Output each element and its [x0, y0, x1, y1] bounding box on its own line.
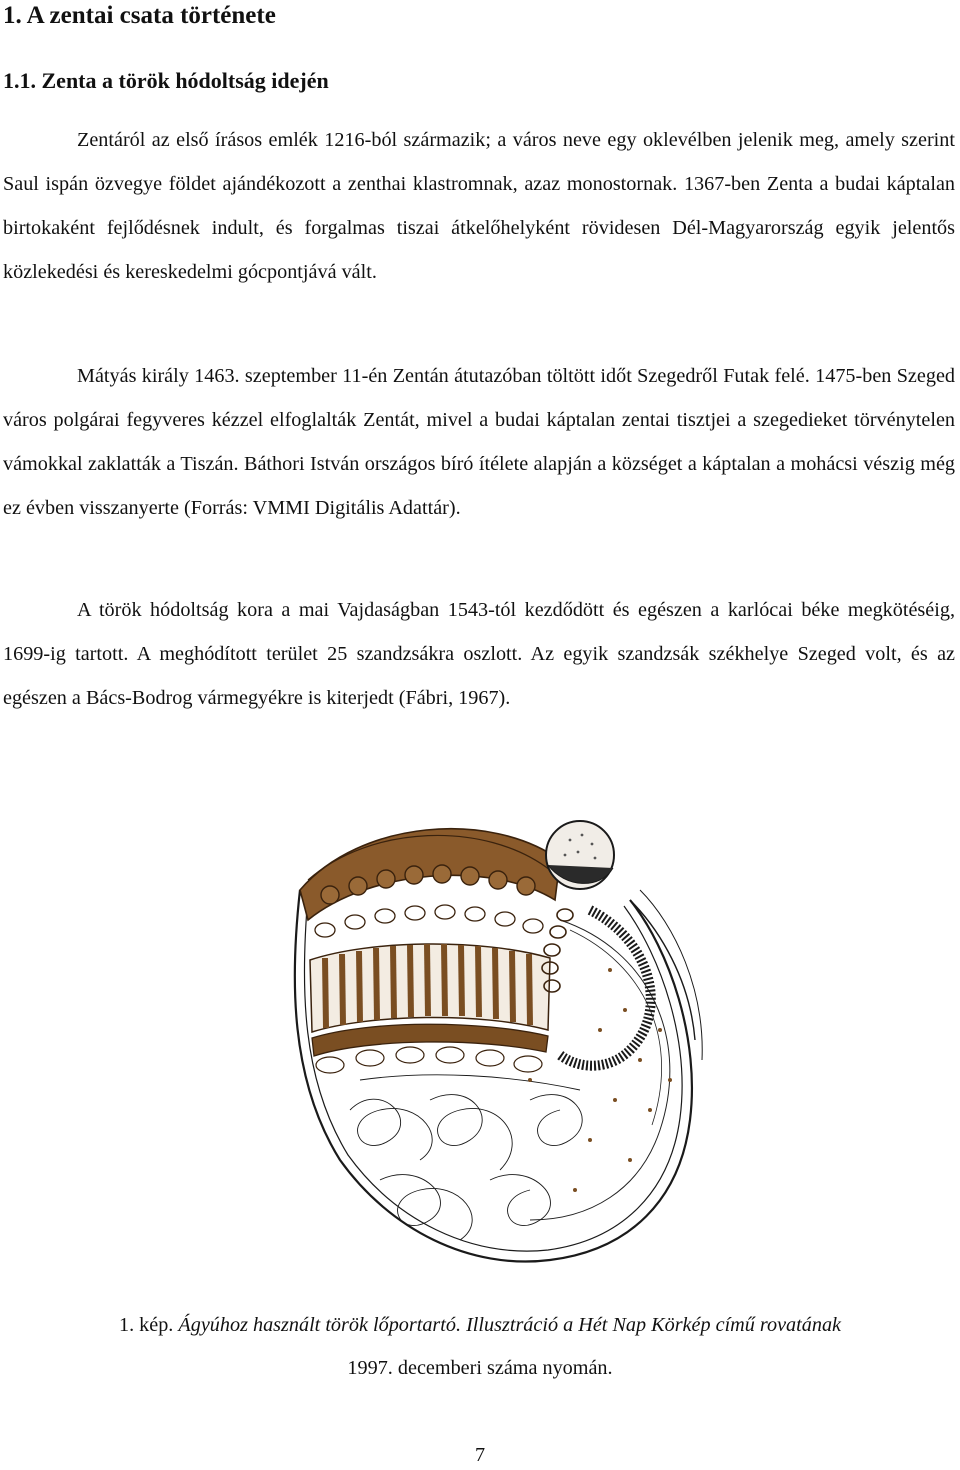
- figure-caption-line-1: [0, 1314, 960, 1337]
- section-heading: 1.1. Zenta a török hódoltság idején: [3, 68, 329, 93]
- top-band: [300, 829, 560, 920]
- paragraph-1: Zentáról az első írásos emlék 1216-ból származik; a város neve egy oklevélben jelenik meg, amely szerint Saul ispán özvegye földet ajándékozott a zenthai klastromnak, azaz monostornak. 1367-ben Zenta a budai káptalan birtokaként fejlődésnek indult, és forgalmas tiszai átkelőhelyként rövidesen Dél-Magyarország egyik jelentős közlekedési és kereskedelmi gócpontjává vált.: [3, 129, 955, 283]
- chapter-heading: 1. A zentai csata története: [3, 2, 276, 29]
- paragraph-3: A török hódoltság kora a mai Vajdaságban 1543-tól kezdődött és egészen a karlócai béke megkötéséig, 1699-ig tartott. A meghódított terület 25 szandzsákra oszlott. Az egyik szandzsák székhelye Szeged volt, és az egészen a Bács-Bodrog vármegyékre is kiterjedt (Fábri, 1967).: [3, 599, 955, 709]
- caption-prefix: 1. kép.: [118, 1314, 179, 1336]
- horn-body-outline: [295, 890, 692, 1262]
- page-number: 7: [474, 1444, 486, 1466]
- figure-caption-line-2: 1997. decemberi száma nyomán.: [347, 1357, 613, 1379]
- powder-horn-illustration: [230, 780, 730, 1300]
- paragraph-2: Mátyás király 1463. szeptember 11-én Zentán átutazóban töltött időt Szegedről Futak felé. 1475-ben Szeged város polgárai fegyveres kézzel elfoglalták Zentát, mivel a budai káptalan zentai tisztjei a szegedieket törvénytelen vámokkal zaklatták a Tiszán. Báthori István országos bíró ítélete alapján a községet a káptalan a mohácsi vészig még ez évben visszanyerte (Forrás: VMMI Digitális Adattár).: [3, 365, 955, 519]
- caption-title: Ágyúhoz használt török lőportartó. Illusztráció a Hét Nap Körkép című rovatának: [178, 1314, 842, 1336]
